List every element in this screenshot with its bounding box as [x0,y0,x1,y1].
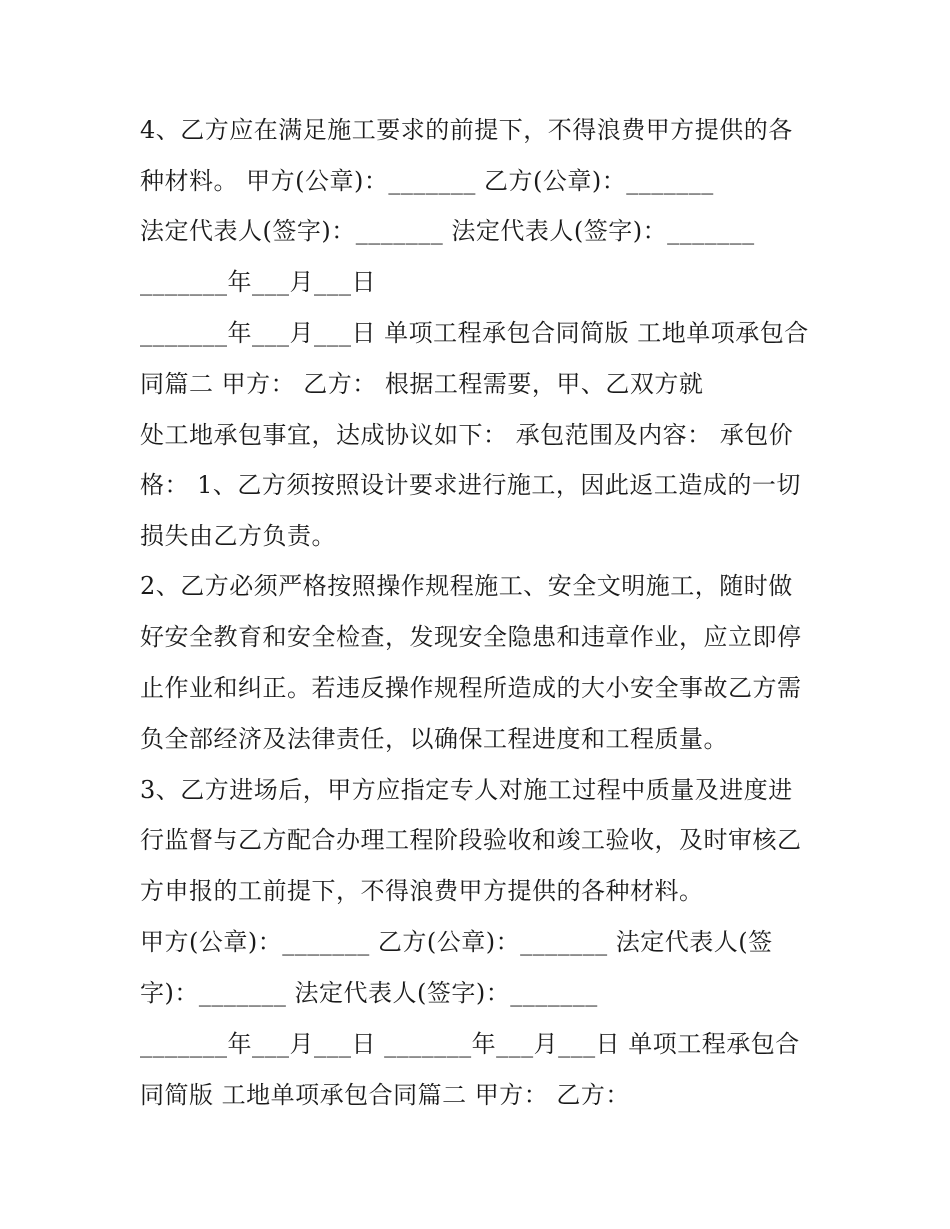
text-line: _______年___月___日 _______年___月___日 单项工程承包合 [140,1030,800,1058]
text-line: 方申报的工前提下，不得浪费甲方提供的各种材料。 [140,877,704,905]
text-line: 字)：_______ 法定代表人(签字)：_______ [140,979,598,1007]
text-line: 好安全教育和安全检查，发现安全隐患和违章作业，应立即停 [140,623,802,651]
text-line: 格： 1、乙方须按照设计要求进行施工，因此返工造成的一切 [140,471,801,499]
text-line: _______年___月___日 [140,268,376,296]
text-line: _______年___月___日 单项工程承包合同简版 工地单项承包合 [140,319,809,347]
text-line: 2、乙方必须严格按照操作规程施工、安全文明施工，随时做 [140,572,793,600]
text-line: 甲方(公章)：_______ 乙方(公章)：_______ 法定代表人(签 [140,928,773,956]
text-line: 种材料。 甲方(公章)：_______ 乙方(公章)：_______ [140,167,714,195]
text-line: 止作业和纠正。若违反操作规程所造成的大小安全事故乙方需 [140,674,802,702]
text-line: 行监督与乙方配合办理工程阶段验收和竣工验收，及时审核乙 [140,826,802,854]
text-line: 损失由乙方负责。 [140,522,336,550]
text-line: 法定代表人(签字)：_______ 法定代表人(签字)：_______ [140,217,755,245]
text-line: 同简版 工地单项承包合同篇二 甲方： 乙方： [140,1081,630,1109]
text-line: 3、乙方进场后，甲方应指定专人对施工过程中质量及进度进 [140,776,793,804]
text-line: 处工地承包事宜，达成协议如下： 承包范围及内容： 承包价 [140,421,794,449]
text-line: 同篇二 甲方： 乙方： 根据工程需要，甲、乙双方就 [140,370,704,398]
text-line: 负全部经济及法律责任，以确保工程进度和工程质量。 [140,725,728,753]
text-line: 4、乙方应在满足施工要求的前提下，不得浪费甲方提供的各 [140,116,793,144]
